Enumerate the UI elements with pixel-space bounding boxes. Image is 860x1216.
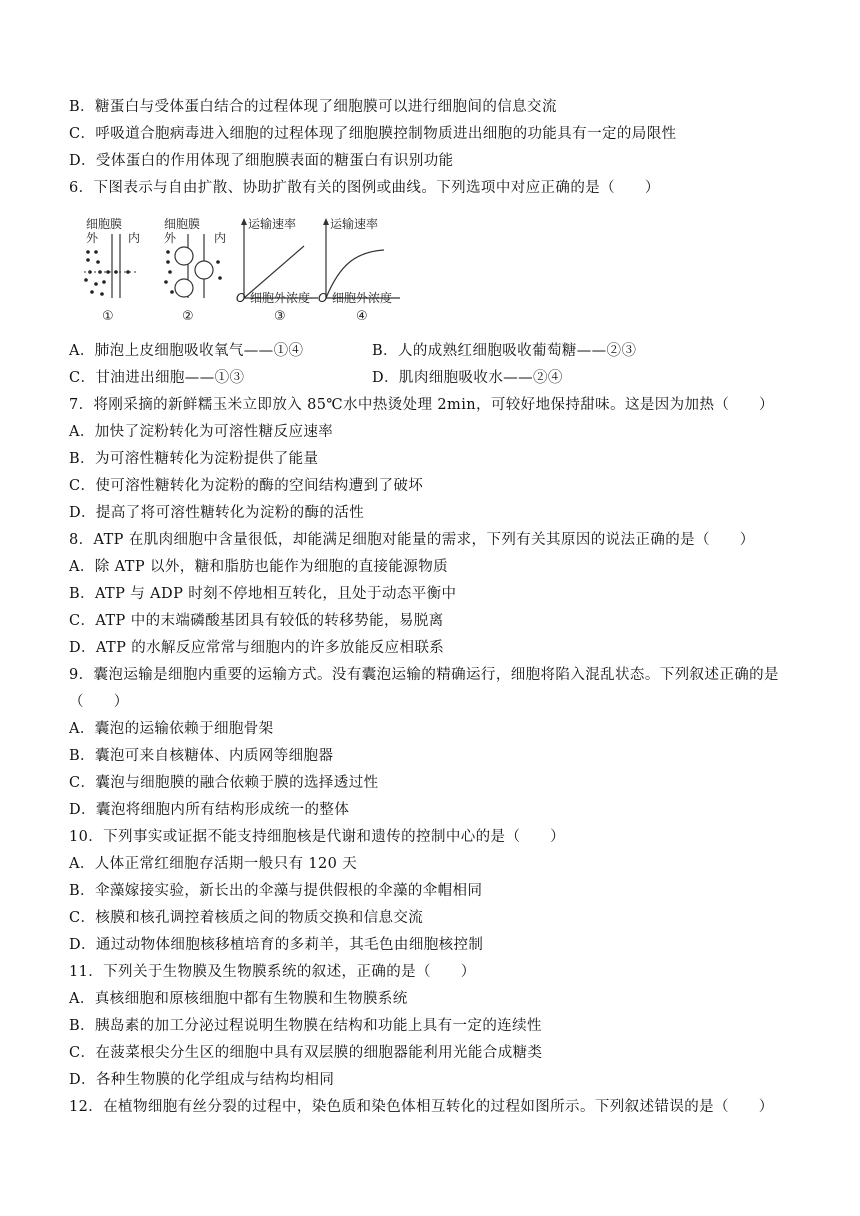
q6-stem: 6．下图表示与自由扩散、协助扩散有关的图例或曲线。下列选项中对应正确的是（ ） (69, 180, 660, 196)
q8-stem: 8．ATP 在肌肉细胞中含量很低，却能满足细胞对能量的需求，下列有关其原因的说法正确的是（ ） (69, 532, 755, 548)
q6-figure-svg (78, 212, 408, 327)
q11-option-c: C．在菠菜根尖分生区的细胞中具有双层膜的细胞器能利用光能合成糖类 (69, 1045, 543, 1061)
panel-3-x-label: 细胞外浓度 (250, 291, 311, 305)
q7-option-a: A．加快了淀粉转化为可溶性糖反应速率 (69, 424, 334, 440)
panel-3-linear-curve (236, 216, 318, 324)
q7-option-d: D．提高了将可溶性糖转化为淀粉的酶的活性 (69, 505, 365, 521)
panel-4-saturation-curve (318, 216, 400, 324)
q6-option-c: C．甘油进出细胞——①③ (69, 370, 245, 386)
q9-stem: 9．囊泡运输是细胞内重要的运输方式。没有囊泡运输的精确运行，细胞将陷入混乱状态。下列叙述正确的是 (69, 667, 779, 683)
panel-1-outside-label: 外 (86, 231, 99, 245)
panel-2-outside-label: 外 (164, 231, 177, 245)
q6-option-a: A．肺泡上皮细胞吸收氧气——①④ (69, 343, 304, 359)
q7-stem: 7．将刚采摘的新鲜糯玉米立即放入 85℃水中热烫处理 2min，可较好地保持甜味。这是因为加热（ ） (69, 397, 774, 413)
panel-1-inside-label: 内 (128, 231, 141, 245)
panel-2-membrane-label: 细胞膜 (164, 217, 201, 231)
q7-option-b: B．为可溶性糖转化为淀粉提供了能量 (69, 451, 319, 467)
panel-3-y-label: 运输速率 (248, 217, 297, 231)
q9-stem-bracket: （ ） (69, 694, 129, 710)
q9-option-b: B．囊泡可来自核糖体、内质网等细胞器 (69, 748, 334, 764)
q8-option-d: D．ATP 的水解反应常常与细胞内的许多放能反应相联系 (69, 640, 445, 656)
q10-option-d: D．通过动物体细胞核移植培育的多莉羊，其毛色由细胞核控制 (69, 937, 484, 953)
q12-stem: 12．在植物细胞有丝分裂的过程中，染色质和染色体相互转化的过程如图所示。下列叙述错误的是（ ） (69, 1099, 774, 1115)
panel-4-number: ④ (356, 309, 368, 324)
panel-4-origin: O (318, 291, 328, 305)
panel-1-number: ① (102, 309, 114, 324)
q11-stem: 11．下列关于生物膜及生物膜系统的叙述，正确的是（ ） (69, 964, 476, 980)
q5-option-d: D．受体蛋白的作用体现了细胞膜表面的糖蛋白有识别功能 (69, 153, 454, 169)
panel-3-origin: O (236, 291, 246, 305)
q6-figure (78, 212, 408, 327)
q6-option-d: D．肌肉细胞吸收水——②④ (372, 370, 563, 386)
panel-2-facilitated-diffusion-diagram (164, 217, 226, 324)
q10-option-a: A．人体正常红细胞存活期一般只有 120 天 (69, 856, 358, 872)
q10-stem: 10．下列事实或证据不能支持细胞核是代谢和遗传的控制中心的是（ ） (69, 829, 566, 845)
q11-option-a: A．真核细胞和原核细胞中都有生物膜和生物膜系统 (69, 991, 408, 1007)
panel-4-x-label: 细胞外浓度 (332, 291, 393, 305)
q8-option-a: A．除 ATP 以外，糖和脂肪也能作为细胞的直接能源物质 (69, 559, 448, 575)
q5-option-c: C．呼吸道合胞病毒进入细胞的过程体现了细胞膜控制物质进出细胞的功能具有一定的局限性 (69, 126, 677, 142)
q11-option-d: D．各种生物膜的化学组成与结构均相同 (69, 1072, 335, 1088)
q9-option-a: A．囊泡的运输依赖于细胞骨架 (69, 721, 274, 737)
q10-option-c: C．核膜和核孔调控着核质之间的物质交换和信息交流 (69, 910, 424, 926)
q8-option-b: B．ATP 与 ADP 时刻不停地相互转化，且处于动态平衡中 (69, 586, 457, 602)
q6-option-b: B．人的成熟红细胞吸收葡萄糖——②③ (372, 343, 637, 359)
panel-4-y-label: 运输速率 (330, 217, 379, 231)
q9-option-c: C．囊泡与细胞膜的融合依赖于膜的选择透过性 (69, 775, 379, 791)
panel-1-molecules (84, 250, 130, 296)
q10-option-b: B．伞藻嫁接实验，新长出的伞藻与提供假根的伞藻的伞帽相同 (69, 883, 483, 899)
panel-3-number: ③ (274, 309, 286, 324)
q11-option-b: B．胰岛素的加工分泌过程说明生物膜在结构和功能上具有一定的连续性 (69, 1018, 542, 1034)
panel-2-inside-label: 内 (214, 231, 227, 245)
panel-2-number: ② (182, 309, 194, 324)
q5-option-b: B．糖蛋白与受体蛋白结合的过程体现了细胞膜可以进行细胞间的信息交流 (69, 99, 557, 115)
q9-option-d: D．囊泡将细胞内所有结构形成统一的整体 (69, 802, 350, 818)
panel-1-membrane-label: 细胞膜 (86, 217, 123, 231)
q8-option-c: C．ATP 中的末端磷酸基团具有较低的转移势能，易脱离 (69, 613, 444, 629)
panel-1-free-diffusion-diagram (84, 217, 140, 324)
q7-option-c: C．使可溶性糖转化为淀粉的酶的空间结构遭到了破坏 (69, 478, 424, 494)
